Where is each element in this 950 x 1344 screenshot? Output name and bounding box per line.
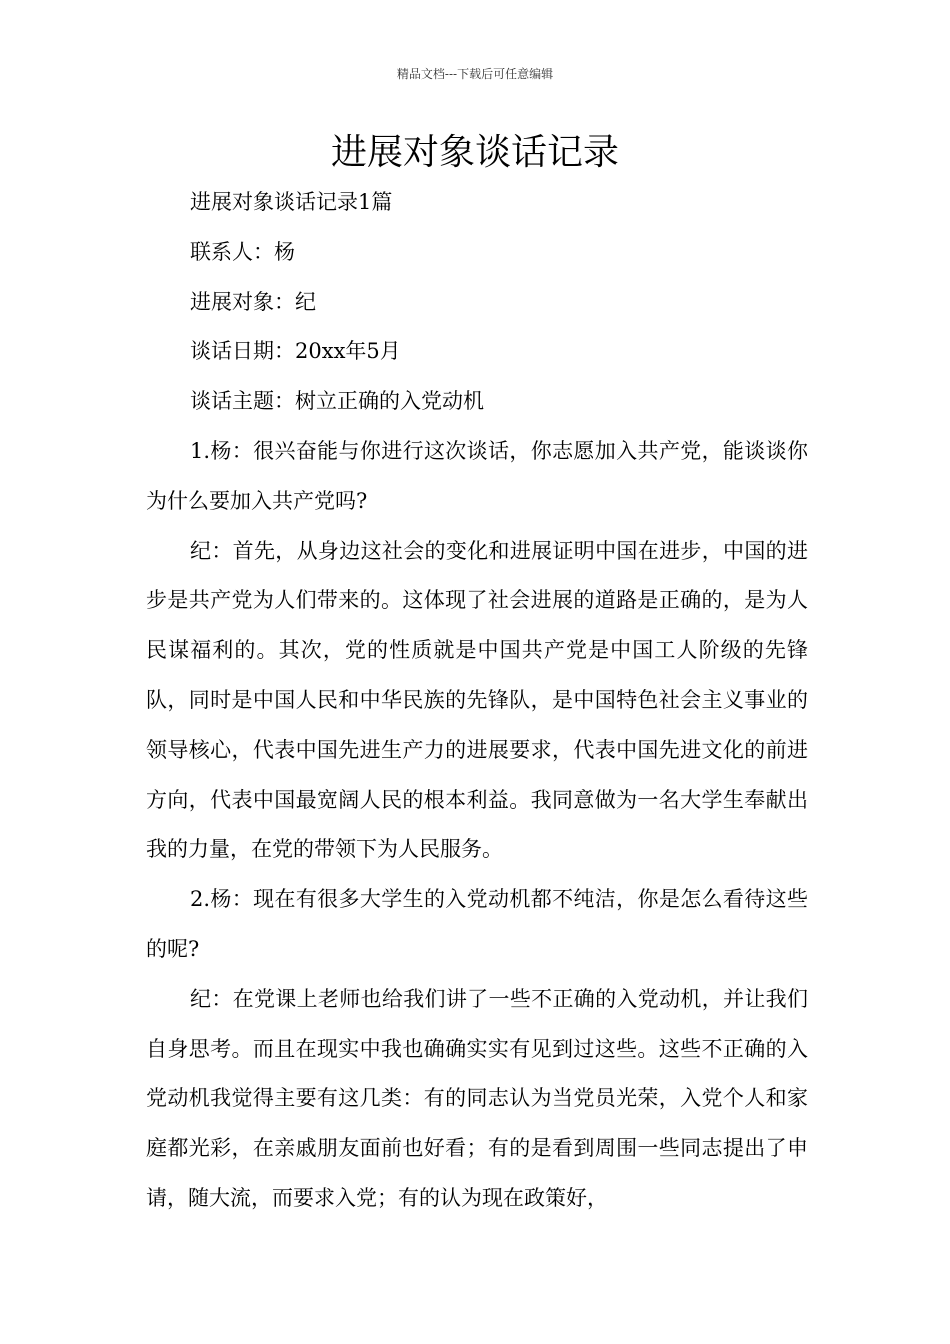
paragraph-date: 谈话日期：20xx年5月: [190, 339, 401, 364]
paragraph-topic: 谈话主题：树立正确的入党动机: [190, 389, 484, 414]
paragraph-contact: 联系人：杨: [190, 239, 295, 264]
paragraph-answer-1: 纪：首先，从身边这社会的变化和进展证明中国在进步，中国的进步是共产党为人们带来的。这体现了社会进展的道路是正确的，是为人民谋福利的。其次，党的性质就是中国共产党是中国工人阶级的先锋队，同时是中国人民和中华民族的先锋队，是中国特色社会主义事业的领导核心，代表中国先进生产力的进展要求，代表中国先进文化的前进方向，代表中国最宽阔人民的根本利益。我同意做为一名大学生奉献出我的力量，在党的带领下为人民服务。: [146, 538, 808, 862]
document-body: [146, 178, 808, 1224]
document-title: 进展对象谈话记录: [330, 132, 619, 173]
paragraph-question-1: 1.杨：很兴奋能与你进行这次谈话，你志愿加入共产党，能谈谈你为什么要加入共产党吗?: [146, 438, 808, 513]
paragraph-subtitle: 进展对象谈话记录1篇: [190, 190, 393, 214]
paragraph-subject: 进展对象：纪: [190, 289, 316, 314]
header-note: 精品文档---下载后可任意编辑: [396, 67, 554, 81]
paragraph-question-2: 2.杨：现在有很多大学生的入党动机都不纯洁，你是怎么看待这些的呢?: [146, 887, 808, 961]
paragraph-answer-2: 纪：在党课上老师也给我们讲了一些不正确的入党动机，并让我们自身思考。而且在现实中我也确确实实有见到过这些。这些不正确的入党动机我觉得主要有这几类：有的同志认为当党员光荣，入党个人和家庭都光彩，在亲戚朋友面前也好看；有的是看到周围一些同志提出了申请，随大流，而要求入党；有的认为现在政策好，: [146, 986, 808, 1210]
